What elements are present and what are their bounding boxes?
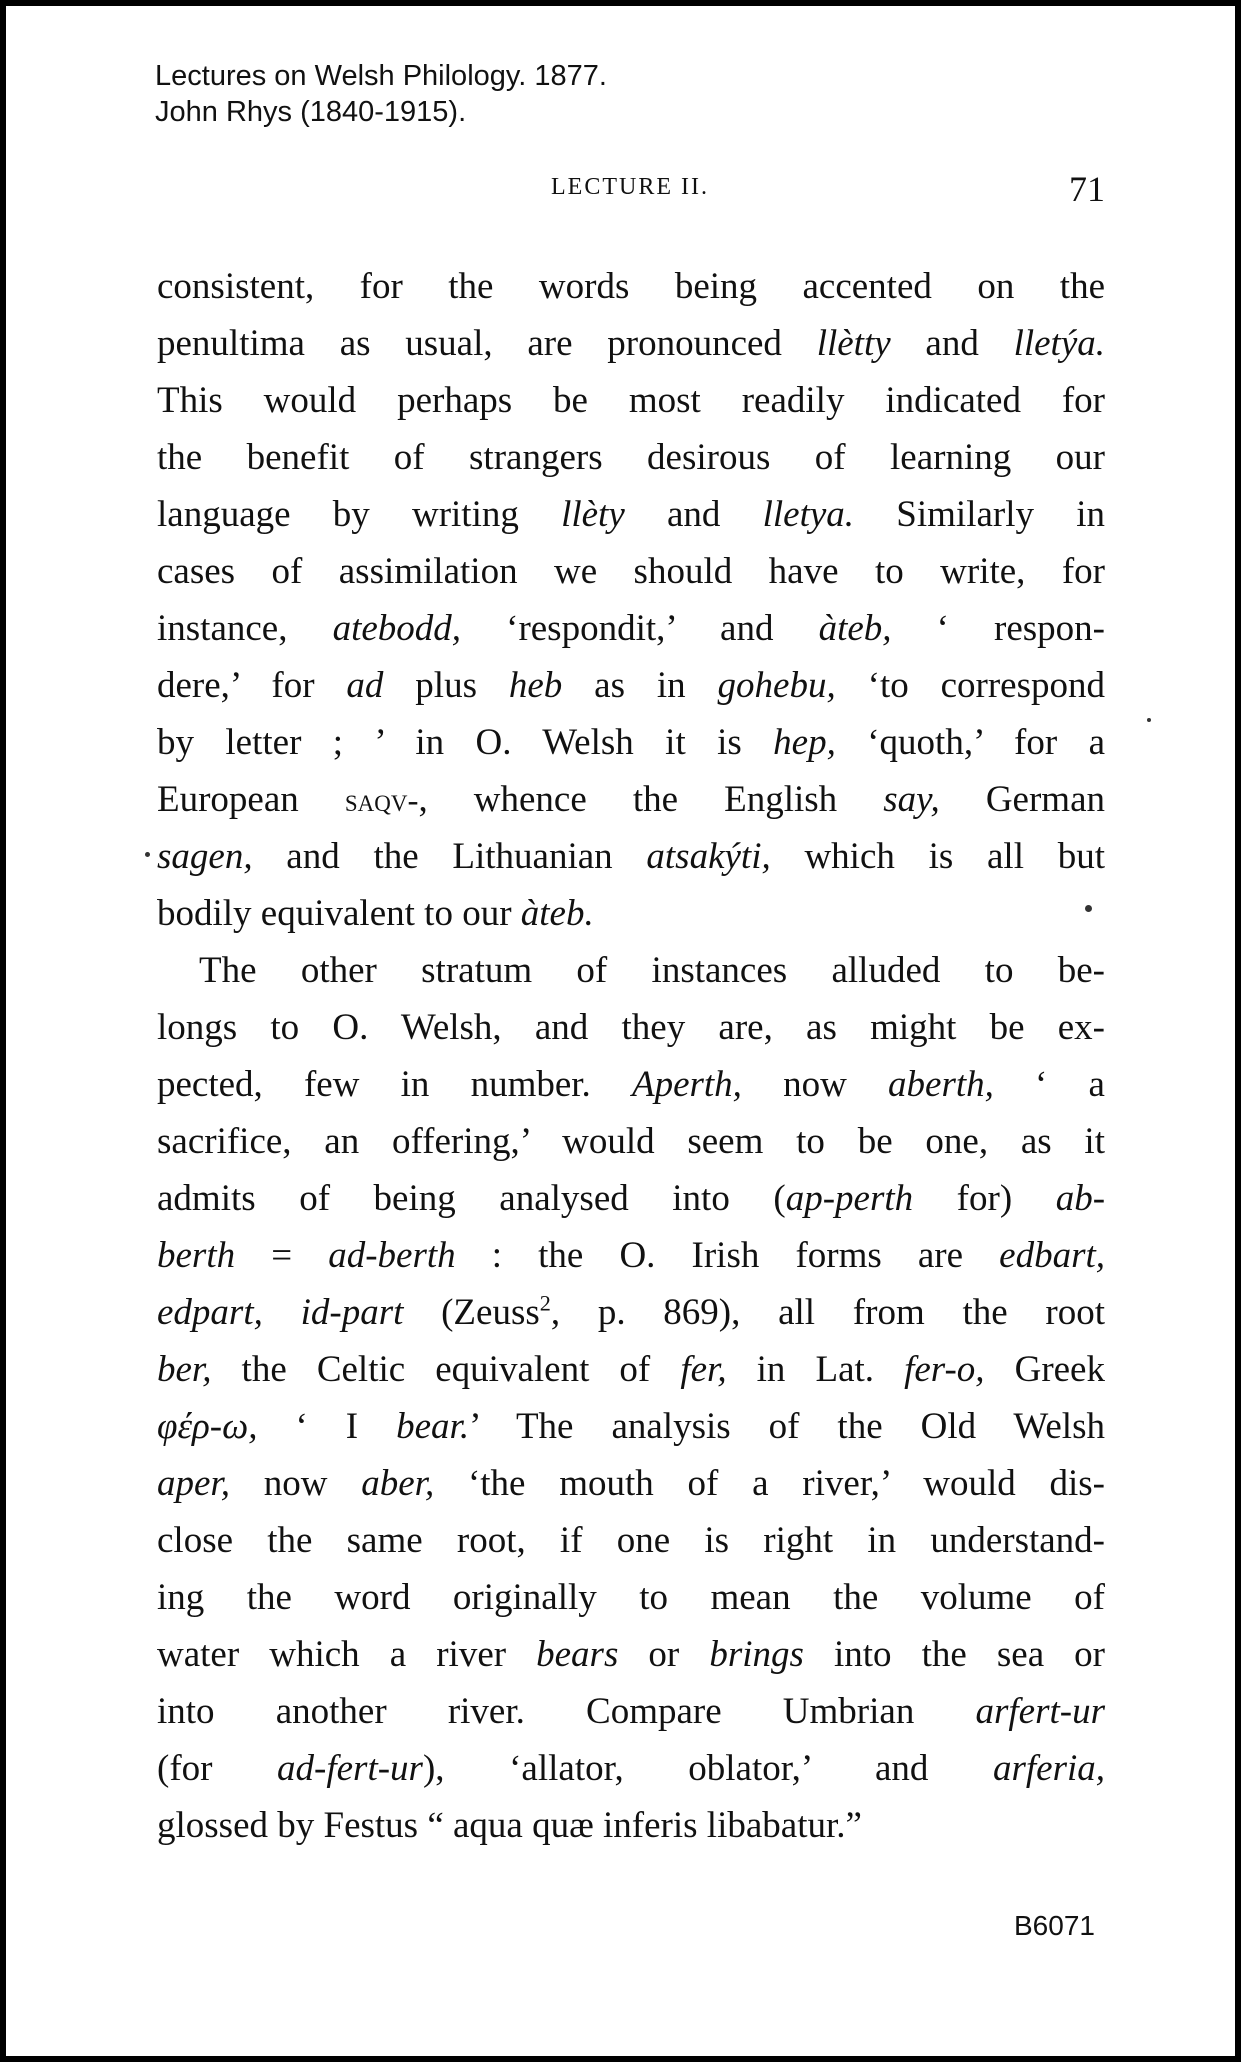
text-run: and	[624, 494, 763, 535]
text-run: ‘ I	[257, 1406, 397, 1447]
small-caps-word: saqv-	[344, 783, 419, 819]
text-line	[157, 828, 1105, 885]
italic-word: aber,	[361, 1463, 435, 1504]
italic-word: fer,	[680, 1349, 727, 1390]
italic-word: llètty	[816, 323, 891, 364]
text-run: by letter ; ’ in O. Welsh it is	[157, 722, 774, 763]
book-metadata	[155, 58, 607, 130]
italic-word: ab-	[1055, 1178, 1106, 1219]
text-run: (Zeuss	[403, 1292, 540, 1333]
text-run: ’ The analysis of the Old Welsh	[469, 1406, 1105, 1447]
italic-word: aberth,	[888, 1064, 994, 1105]
text-line	[157, 1341, 1105, 1398]
text-run: into the sea or	[803, 1634, 1106, 1675]
text-line	[157, 1113, 1105, 1170]
italic-word: atebodd,	[332, 608, 462, 649]
italic-word: fer-o,	[904, 1349, 985, 1390]
text-run: plus	[383, 665, 509, 706]
text-line	[157, 543, 1105, 600]
text-line	[157, 999, 1105, 1056]
italic-word: hep,	[773, 722, 836, 763]
italic-word: id-part	[300, 1292, 404, 1333]
italic-word: heb	[508, 665, 563, 706]
text-line	[157, 1056, 1105, 1113]
italic-word: arferia,	[992, 1748, 1105, 1789]
italic-word: llèty	[561, 494, 625, 535]
italic-word: àteb,	[818, 608, 892, 649]
text-line	[157, 1683, 1105, 1740]
text-line	[157, 885, 1105, 942]
italic-word: brings	[709, 1634, 804, 1675]
italic-word: ber,	[157, 1349, 212, 1390]
text-run: dere,’ for	[157, 665, 347, 706]
italic-word: lletýa.	[1013, 323, 1105, 364]
text-line	[157, 1398, 1105, 1455]
text-run: the Celtic equivalent of	[211, 1349, 681, 1390]
text-run: bodily equivalent to our	[157, 893, 521, 934]
text-run: pected, few in number.	[157, 1064, 632, 1105]
text-line	[157, 714, 1105, 771]
text-line	[157, 1170, 1105, 1227]
running-head	[155, 168, 1105, 218]
text-run: for)	[913, 1178, 1056, 1219]
italic-word: say,	[883, 779, 940, 820]
italic-word: bears	[536, 1634, 619, 1675]
book-author: John Rhys (1840-1915).	[155, 96, 467, 128]
italic-word: edbart,	[999, 1235, 1106, 1276]
text-line	[157, 258, 1105, 315]
text-run: Greek	[984, 1349, 1105, 1390]
text-run: This would perhaps be most readily indicated for	[157, 380, 1105, 421]
text-run: language by writing	[157, 494, 562, 535]
italic-word: edpart,	[157, 1292, 263, 1333]
text-line	[157, 942, 1105, 999]
text-line	[157, 1455, 1105, 1512]
text-run: close the same root, if one is right in understand-	[157, 1520, 1105, 1561]
text-line	[157, 1626, 1105, 1683]
superscript: 2	[539, 1290, 551, 1316]
text-run: water which a river	[157, 1634, 537, 1675]
italic-word: lletya.	[762, 494, 855, 535]
text-line	[157, 1512, 1105, 1569]
text-run: ‘respondit,’ and	[461, 608, 819, 649]
italic-word: bear.	[396, 1406, 470, 1447]
italic-word: ad-fert-ur	[277, 1748, 423, 1789]
text-line	[157, 657, 1105, 714]
italic-word: ad	[346, 665, 384, 706]
text-run: or	[618, 1634, 710, 1675]
italic-word: atsakýti,	[646, 836, 771, 877]
text-line	[157, 1740, 1105, 1797]
text-run: ), ‘allator, oblator,’ and	[422, 1748, 993, 1789]
italic-word: berth	[157, 1235, 236, 1276]
text-run: (for	[157, 1748, 278, 1789]
text-line	[157, 372, 1105, 429]
text-run: German	[939, 779, 1105, 820]
text-line	[157, 429, 1105, 486]
text-run: glossed by Festus “ aqua quæ inferis libabatur.”	[157, 1805, 862, 1846]
text-run: ‘ a	[993, 1064, 1105, 1105]
text-run: and	[890, 323, 1014, 364]
text-run: consistent, for the words being accented on the	[157, 266, 1105, 307]
text-run: ‘ respon-	[891, 608, 1105, 649]
body-text	[157, 258, 1105, 1854]
text-run: longs to O. Welsh, and they are, as might be ex-	[157, 1007, 1105, 1048]
text-run: which is all but	[770, 836, 1105, 877]
print-speck	[1147, 718, 1151, 722]
italic-word: sagen,	[157, 836, 253, 877]
text-run: and the Lithuanian	[252, 836, 647, 877]
text-run: now	[229, 1463, 362, 1504]
print-speck	[1085, 905, 1092, 912]
book-title: Lectures on Welsh Philology. 1877.	[155, 60, 607, 92]
text-line	[157, 315, 1105, 372]
text-line	[157, 1227, 1105, 1284]
page-number: 71	[1069, 169, 1105, 209]
italic-word: ad-berth	[328, 1235, 456, 1276]
text-run: ‘to correspond	[835, 665, 1105, 706]
text-run: now	[741, 1064, 889, 1105]
print-speck	[145, 852, 150, 857]
catalog-number: B6071	[1014, 1910, 1095, 1941]
text-run: , p. 869), all from the root	[550, 1292, 1105, 1333]
italic-word: aper,	[157, 1463, 230, 1504]
text-run: : the O. Irish forms are	[455, 1235, 1000, 1276]
text-run	[263, 1292, 301, 1333]
text-run: cases of assimilation we should have to write, for	[157, 551, 1105, 592]
text-line	[157, 600, 1105, 657]
text-run: instance,	[157, 608, 333, 649]
text-run: Similarly in	[854, 494, 1105, 535]
italic-word: arfert-ur	[975, 1691, 1105, 1732]
text-run: into another river. Compare Umbrian	[157, 1691, 976, 1732]
text-run: ing the word originally to mean the volume of	[157, 1577, 1105, 1618]
text-run: European	[157, 779, 345, 820]
text-run: in Lat.	[726, 1349, 905, 1390]
text-run: penultima as usual, are pronounced	[157, 323, 817, 364]
text-run: , whence the English	[418, 779, 884, 820]
text-run: as in	[562, 665, 718, 706]
text-run: =	[235, 1235, 329, 1276]
italic-word: gohebu,	[717, 665, 836, 706]
text-run: The other stratum of instances alluded to be-	[199, 950, 1105, 991]
italic-word: àteb.	[520, 893, 594, 934]
text-line	[157, 486, 1105, 543]
text-run: admits of being analysed into (	[157, 1178, 786, 1219]
text-line	[157, 771, 1105, 828]
text-run: ‘the mouth of a river,’ would dis-	[434, 1463, 1105, 1504]
text-run: sacrifice, an offering,’ would seem to be one, as it	[157, 1121, 1105, 1162]
text-line	[157, 1797, 1105, 1854]
italic-word: ap-perth	[785, 1178, 914, 1219]
italic-word: Aperth,	[631, 1064, 742, 1105]
text-line	[157, 1569, 1105, 1626]
text-run: ‘quoth,’ for a	[835, 722, 1105, 763]
text-line	[157, 1284, 1105, 1341]
italic-word: φέρ-ω,	[157, 1406, 258, 1447]
lecture-title: LECTURE II.	[551, 174, 709, 200]
text-run: the benefit of strangers desirous of learning our	[157, 437, 1105, 478]
